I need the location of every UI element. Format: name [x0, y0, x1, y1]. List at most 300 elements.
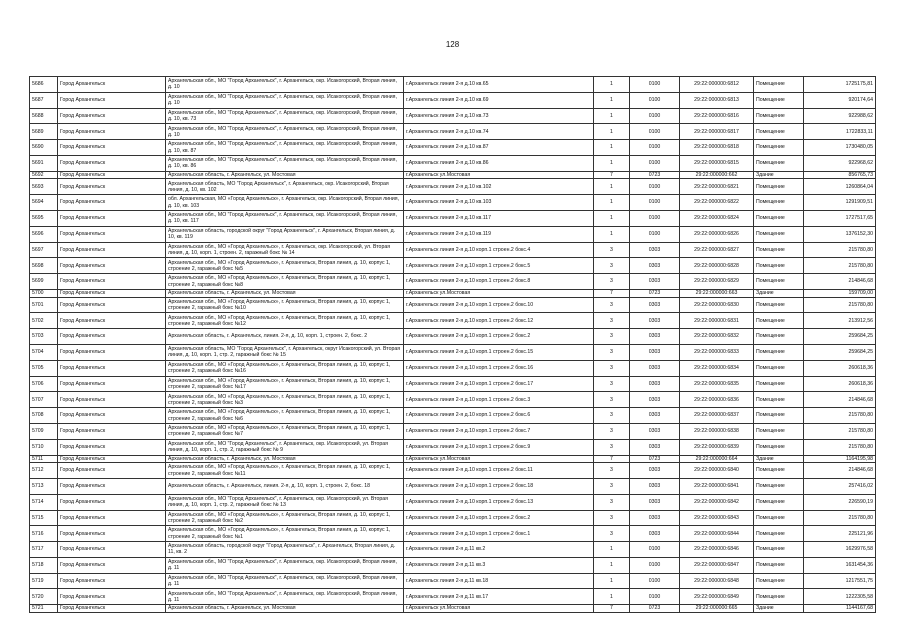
short-address-cell: г.Архангельск линия 2-я д.10 корп.1 строен.2 бокс.7: [404, 423, 594, 439]
row-number-cell: 5705: [30, 360, 58, 376]
code-cell: 0100: [630, 557, 680, 573]
short-address-cell: г.Архангельск ул.Мостовая: [404, 171, 594, 179]
table-row: [30, 289, 876, 297]
cadastral-number-cell: 29:22:000000:664: [680, 455, 754, 463]
cadastral-number-cell: 29:22:000000:665: [680, 605, 754, 613]
short-address-cell: г.Архангельск линия 2-я д.10 корп.1 строен.2 бокс.13: [404, 494, 594, 510]
object-type-cell: Помещение: [754, 423, 804, 439]
short-address-cell: г.Архангельск линия 2-я д.10 кв.74: [404, 124, 594, 140]
full-address-cell: Архангельская область, г. Архангельск, ул. Мостовая: [166, 289, 404, 297]
short-address-cell: г.Архангельск линия 2-я д.10 корп.1 строен.2 бокс.6: [404, 408, 594, 424]
short-address-cell: г.Архангельск линия 2-я д.10 кв.65: [404, 77, 594, 93]
quantity-cell: 3: [594, 423, 630, 439]
locality-cell: Город Архангельск: [58, 478, 166, 494]
quantity-cell: 3: [594, 329, 630, 345]
object-type-cell: Помещение: [754, 297, 804, 313]
locality-cell: Город Архангельск: [58, 226, 166, 242]
full-address-cell: Архангельская область, г. Архангельск, линия. 2-я, д. 10, корп. 1, строен. 2, бокс. 2: [166, 329, 404, 345]
quantity-cell: 3: [594, 439, 630, 455]
code-cell: 0100: [630, 124, 680, 140]
quantity-cell: 1: [594, 557, 630, 573]
full-address-cell: Архангельская обл., МО «Город Архангельск», г. Архангельск, Вторая линия, д. 10, корпус 1, строение 2, гаражный бокс №12: [166, 313, 404, 329]
quantity-cell: 1: [594, 140, 630, 156]
quantity-cell: 7: [594, 605, 630, 613]
short-address-cell: г.Архангельск линия 2-я д.10 кв.102: [404, 179, 594, 195]
object-type-cell: Помещение: [754, 526, 804, 542]
table-row: [30, 455, 876, 463]
value-cell: 922968,62: [804, 155, 876, 171]
object-type-cell: Помещение: [754, 313, 804, 329]
table-row: [30, 77, 876, 93]
code-cell: 0303: [630, 494, 680, 510]
cadastral-number-cell: 29:22:000000:6835: [680, 376, 754, 392]
object-type-cell: Помещение: [754, 542, 804, 558]
locality-cell: Город Архангельск: [58, 423, 166, 439]
value-cell: 225121,96: [804, 526, 876, 542]
quantity-cell: 1: [594, 573, 630, 589]
cadastral-number-cell: 29:22:000000:6836: [680, 392, 754, 408]
row-number-cell: 5701: [30, 297, 58, 313]
value-cell: 259684,25: [804, 329, 876, 345]
cadastral-number-cell: 29:22:000000:6841: [680, 478, 754, 494]
locality-cell: Город Архангельск: [58, 242, 166, 258]
cadastral-number-cell: 29:22:000000:6824: [680, 210, 754, 226]
short-address-cell: г.Архангельск линия 2-я д.11 кв.18: [404, 573, 594, 589]
full-address-cell: Архангельская обл., МО "Город Архангельск", г. Архангельск, окр. Исакогорский, Вторая линия, д. 11: [166, 557, 404, 573]
value-cell: 1725175,81: [804, 77, 876, 93]
code-cell: 0303: [630, 344, 680, 360]
full-address-cell: Архангельская обл., МО «Город Архангельск», г. Архангельск, Вторая линия, д. 10, корпус 1, строение 2, гаражный бокс №17: [166, 376, 404, 392]
row-number-cell: 5692: [30, 171, 58, 179]
locality-cell: Город Архангельск: [58, 376, 166, 392]
full-address-cell: Архангельская обл., МО "Город Архангельск", г. Архангельск, окр. Исакогорский, ул. Вторая линия, д. 10, корп. 1, стр. 2, гаражный бокс № 13: [166, 494, 404, 510]
object-type-cell: Помещение: [754, 140, 804, 156]
short-address-cell: г.Архангельск линия 2-я д.11 кв.3: [404, 557, 594, 573]
value-cell: 260618,36: [804, 360, 876, 376]
cadastral-number-cell: 29:22:000000:6838: [680, 423, 754, 439]
quantity-cell: 1: [594, 108, 630, 124]
locality-cell: Город Архангельск: [58, 557, 166, 573]
code-cell: 0303: [630, 313, 680, 329]
cadastral-number-cell: 29:22:000000:6828: [680, 258, 754, 274]
quantity-cell: 3: [594, 313, 630, 329]
quantity-cell: 3: [594, 494, 630, 510]
code-cell: 0303: [630, 423, 680, 439]
cadastral-number-cell: 29:22:000000:6826: [680, 226, 754, 242]
code-cell: 0723: [630, 171, 680, 179]
quantity-cell: 1: [594, 77, 630, 93]
locality-cell: Город Архангельск: [58, 92, 166, 108]
locality-cell: Город Архангельск: [58, 140, 166, 156]
cadastral-number-cell: 29:22:000000:6818: [680, 140, 754, 156]
locality-cell: Город Архангельск: [58, 542, 166, 558]
short-address-cell: г.Архангельск линия 2-я д.10 корп.1 строен.2 бокс.12: [404, 313, 594, 329]
row-number-cell: 5720: [30, 589, 58, 605]
short-address-cell: г.Архангельск линия 2-я д.10 корп.1 строен.2 бокс.2: [404, 510, 594, 526]
row-number-cell: 5718: [30, 557, 58, 573]
short-address-cell: г.Архангельск линия 2-я д.10 кв.73: [404, 108, 594, 124]
full-address-cell: обл. Архангельская, МО «Город Архангельск», г. Архангельск, окр. Исакогорский, Вторая линия, д. 10, кв. 103: [166, 195, 404, 211]
cadastral-number-cell: 29:22:000000:6827: [680, 242, 754, 258]
short-address-cell: г.Архангельск линия 2-я д.10 корп.1 строен.2 бокс.4: [404, 242, 594, 258]
locality-cell: Город Архангельск: [58, 210, 166, 226]
cadastral-number-cell: 29:22:000000:6821: [680, 179, 754, 195]
code-cell: 0100: [630, 179, 680, 195]
code-cell: 0303: [630, 392, 680, 408]
locality-cell: Город Архангельск: [58, 463, 166, 479]
full-address-cell: Архангельская обл., МО "Город Архангельск", г. Архангельск, окр. Исакогорский, Вторая линия, д. 10: [166, 124, 404, 140]
table-row: [30, 605, 876, 613]
quantity-cell: 3: [594, 478, 630, 494]
table-row: [30, 557, 876, 573]
object-type-cell: Помещение: [754, 510, 804, 526]
object-type-cell: Помещение: [754, 179, 804, 195]
short-address-cell: г.Архангельск линия 2-я д.10 корп.1 строен.2 бокс.16: [404, 360, 594, 376]
full-address-cell: Архангельская обл., МО «Город Архангельск», г. Архангельск, Вторая линия, д. 10, корпус 1, строение 2, гаражный бокс №6: [166, 408, 404, 424]
quantity-cell: 1: [594, 589, 630, 605]
page-number: 128: [445, 40, 460, 49]
table-row: [30, 179, 876, 195]
short-address-cell: г.Архангельск ул.Мостовая: [404, 455, 594, 463]
code-cell: 0303: [630, 408, 680, 424]
object-type-cell: Помещение: [754, 210, 804, 226]
table-row: [30, 210, 876, 226]
value-cell: 856765,73: [804, 171, 876, 179]
locality-cell: Город Архангельск: [58, 605, 166, 613]
full-address-cell: Архангельская обл., МО «Город Архангельск», г. Архангельск, Вторая линия, д. 10, корпус 1, строение 2, гаражный бокс №16: [166, 360, 404, 376]
object-type-cell: Помещение: [754, 376, 804, 392]
value-cell: 215780,80: [804, 297, 876, 313]
table-row: [30, 258, 876, 274]
table-body: [30, 77, 876, 613]
short-address-cell: г.Архангельск линия 2-я д.11 кв.2: [404, 542, 594, 558]
full-address-cell: Архангельская область, городской округ "Город Архангельск", г. Архангельск, Вторая линия, д. 11, кв. 2: [166, 542, 404, 558]
code-cell: 0303: [630, 510, 680, 526]
quantity-cell: 7: [594, 289, 630, 297]
table-row: [30, 140, 876, 156]
cadastral-number-cell: 29:22:000000:6846: [680, 542, 754, 558]
code-cell: 0100: [630, 195, 680, 211]
full-address-cell: Архангельская обл., МО «Город Архангельск», г. Архангельск, окр. Исакогорский, ул. Вторая линия, д. 10, корп. 1, строен. 2, гаражный бокс № 14: [166, 242, 404, 258]
locality-cell: Город Архангельск: [58, 344, 166, 360]
locality-cell: Город Архангельск: [58, 258, 166, 274]
table-row: [30, 108, 876, 124]
object-type-cell: Помещение: [754, 226, 804, 242]
row-number-cell: 5716: [30, 526, 58, 542]
row-number-cell: 5697: [30, 242, 58, 258]
quantity-cell: 1: [594, 155, 630, 171]
table-row: [30, 526, 876, 542]
cadastral-number-cell: 29:22:000000:6816: [680, 108, 754, 124]
object-type-cell: Помещение: [754, 274, 804, 290]
table-row: [30, 439, 876, 455]
code-cell: 0303: [630, 439, 680, 455]
cadastral-number-cell: 29:22:000000:6822: [680, 195, 754, 211]
value-cell: 1722833,11: [804, 124, 876, 140]
short-address-cell: г.Архангельск линия 2-я д.10 кв.87: [404, 140, 594, 156]
row-number-cell: 5700: [30, 289, 58, 297]
row-number-cell: 5702: [30, 313, 58, 329]
value-cell: 215780,80: [804, 510, 876, 526]
quantity-cell: 1: [594, 226, 630, 242]
short-address-cell: г.Архангельск ул.Мостовая: [404, 605, 594, 613]
quantity-cell: 3: [594, 360, 630, 376]
value-cell: 257416,02: [804, 478, 876, 494]
quantity-cell: 3: [594, 242, 630, 258]
row-number-cell: 5691: [30, 155, 58, 171]
quantity-cell: 3: [594, 463, 630, 479]
value-cell: 1291909,51: [804, 195, 876, 211]
code-cell: 0100: [630, 77, 680, 93]
row-number-cell: 5714: [30, 494, 58, 510]
table-row: [30, 313, 876, 329]
row-number-cell: 5699: [30, 274, 58, 290]
row-number-cell: 5687: [30, 92, 58, 108]
table-row: [30, 376, 876, 392]
cadastral-number-cell: 29:22:000000:6815: [680, 155, 754, 171]
cadastral-number-cell: 29:22:000000:6833: [680, 344, 754, 360]
code-cell: 0100: [630, 573, 680, 589]
value-cell: 215780,80: [804, 408, 876, 424]
row-number-cell: 5721: [30, 605, 58, 613]
full-address-cell: Архангельская обл., МО "Город Архангельск", г. Архангельск, окр. Исакогорский, Вторая линия, д. 10, кв. 117: [166, 210, 404, 226]
object-type-cell: Помещение: [754, 573, 804, 589]
cadastral-number-cell: 29:22:000000:6844: [680, 526, 754, 542]
row-number-cell: 5698: [30, 258, 58, 274]
value-cell: 1376152,30: [804, 226, 876, 242]
object-type-cell: Помещение: [754, 124, 804, 140]
code-cell: 0100: [630, 140, 680, 156]
table-row: [30, 408, 876, 424]
locality-cell: Город Архангельск: [58, 360, 166, 376]
row-number-cell: 5696: [30, 226, 58, 242]
locality-cell: Город Архангельск: [58, 289, 166, 297]
locality-cell: Город Архангельск: [58, 297, 166, 313]
quantity-cell: 1: [594, 124, 630, 140]
property-registry-table: [29, 76, 876, 613]
quantity-cell: 3: [594, 526, 630, 542]
code-cell: 0303: [630, 258, 680, 274]
value-cell: 214846,68: [804, 274, 876, 290]
quantity-cell: 3: [594, 258, 630, 274]
object-type-cell: Помещение: [754, 92, 804, 108]
quantity-cell: 3: [594, 344, 630, 360]
row-number-cell: 5711: [30, 455, 58, 463]
short-address-cell: г.Архангельск линия 2-я д.11 кв.17: [404, 589, 594, 605]
object-type-cell: Помещение: [754, 329, 804, 345]
cadastral-number-cell: 29:22:000000:6829: [680, 274, 754, 290]
table-row: [30, 478, 876, 494]
quantity-cell: 1: [594, 179, 630, 195]
quantity-cell: 3: [594, 408, 630, 424]
quantity-cell: 1: [594, 92, 630, 108]
cadastral-number-cell: 29:22:000000:663: [680, 289, 754, 297]
short-address-cell: г.Архангельск линия 2-я д.10 корп.1 строен.2 бокс.15: [404, 344, 594, 360]
short-address-cell: г.Архангельск линия 2-я д.10 корп.1 строен.2 бокс.2: [404, 329, 594, 345]
code-cell: 0100: [630, 155, 680, 171]
full-address-cell: Архангельская обл., МО "Город Архангельск", г. Архангельск, окр. Исакогорский, Вторая линия, д. 11: [166, 573, 404, 589]
code-cell: 0100: [630, 108, 680, 124]
short-address-cell: г.Архангельск линия 2-я д.10 кв.86: [404, 155, 594, 171]
value-cell: 214846,68: [804, 392, 876, 408]
table-row: [30, 329, 876, 345]
table-row: [30, 423, 876, 439]
cadastral-number-cell: 29:22:000000:6839: [680, 439, 754, 455]
code-cell: 0100: [630, 226, 680, 242]
row-number-cell: 5686: [30, 77, 58, 93]
cadastral-number-cell: 29:22:000000:6813: [680, 92, 754, 108]
cadastral-number-cell: 29:22:000000:6848: [680, 573, 754, 589]
quantity-cell: 3: [594, 376, 630, 392]
object-type-cell: Здание: [754, 171, 804, 179]
quantity-cell: 1: [594, 542, 630, 558]
value-cell: 1727517,65: [804, 210, 876, 226]
table-row: [30, 297, 876, 313]
value-cell: 1144167,68: [804, 605, 876, 613]
table-row: [30, 463, 876, 479]
quantity-cell: 1: [594, 195, 630, 211]
locality-cell: Город Архангельск: [58, 573, 166, 589]
code-cell: 0100: [630, 92, 680, 108]
object-type-cell: Помещение: [754, 155, 804, 171]
value-cell: 260618,36: [804, 376, 876, 392]
object-type-cell: Помещение: [754, 360, 804, 376]
short-address-cell: г.Архангельск линия 2-я д.10 кв.119: [404, 226, 594, 242]
short-address-cell: г.Архангельск линия 2-я д.10 кв.69: [404, 92, 594, 108]
code-cell: 0100: [630, 210, 680, 226]
short-address-cell: г.Архангельск линия 2-я д.10 корп.1 строен.2 бокс.18: [404, 478, 594, 494]
short-address-cell: г.Архангельск линия 2-я д.10 кв.103: [404, 195, 594, 211]
locality-cell: Город Архангельск: [58, 313, 166, 329]
value-cell: 215780,80: [804, 423, 876, 439]
locality-cell: Город Архангельск: [58, 510, 166, 526]
row-number-cell: 5693: [30, 179, 58, 195]
short-address-cell: г.Архангельск линия 2-я д.10 корп.1 строен.2 бокс.10: [404, 297, 594, 313]
value-cell: 1629976,58: [804, 542, 876, 558]
object-type-cell: Помещение: [754, 392, 804, 408]
locality-cell: Город Архангельск: [58, 455, 166, 463]
row-number-cell: 5709: [30, 423, 58, 439]
full-address-cell: Архангельская обл., МО "Город Архангельск", г. Архангельск, окр. Исакогорский, Вторая линия, д. 10, кв. 87: [166, 140, 404, 156]
locality-cell: Город Архангельск: [58, 408, 166, 424]
object-type-cell: Здание: [754, 605, 804, 613]
locality-cell: Город Архангельск: [58, 77, 166, 93]
value-cell: 159709,00: [804, 289, 876, 297]
quantity-cell: 3: [594, 510, 630, 526]
object-type-cell: Помещение: [754, 258, 804, 274]
full-address-cell: Архангельская область, городской округ "Город Архангельск", г. Архангельск, Вторая линия, д. 10, кв. 119: [166, 226, 404, 242]
full-address-cell: Архангельская обл., МО "Город Архангельск", г. Архангельск, окр. Исакогорский, Вторая линия, д. 10: [166, 77, 404, 93]
locality-cell: Город Архангельск: [58, 124, 166, 140]
quantity-cell: 7: [594, 171, 630, 179]
row-number-cell: 5690: [30, 140, 58, 156]
object-type-cell: Помещение: [754, 408, 804, 424]
value-cell: 215780,80: [804, 242, 876, 258]
cadastral-number-cell: 29:22:000000:662: [680, 171, 754, 179]
value-cell: 215780,80: [804, 439, 876, 455]
object-type-cell: Помещение: [754, 494, 804, 510]
code-cell: 0723: [630, 289, 680, 297]
value-cell: 1222305,58: [804, 589, 876, 605]
short-address-cell: г.Архангельск линия 2-я д.10 корп.1 строен.2 бокс.3: [404, 392, 594, 408]
locality-cell: Город Архангельск: [58, 195, 166, 211]
table-row: [30, 542, 876, 558]
value-cell: 922988,62: [804, 108, 876, 124]
quantity-cell: 3: [594, 392, 630, 408]
short-address-cell: г.Архангельск ул.Мостовая: [404, 289, 594, 297]
object-type-cell: Здание: [754, 289, 804, 297]
object-type-cell: Помещение: [754, 589, 804, 605]
full-address-cell: Архангельская область, г. Архангельск, линия. 2-я, д. 10, корп. 1, строен. 2, бокс. 18: [166, 478, 404, 494]
quantity-cell: 7: [594, 455, 630, 463]
code-cell: 0723: [630, 455, 680, 463]
row-number-cell: 5703: [30, 329, 58, 345]
locality-cell: Город Архангельск: [58, 439, 166, 455]
code-cell: 0303: [630, 329, 680, 345]
cadastral-number-cell: 29:22:000000:6812: [680, 77, 754, 93]
full-address-cell: Архангельская область, г. Архангельск, ул. Мостовая: [166, 455, 404, 463]
table-row: [30, 494, 876, 510]
table-row: [30, 360, 876, 376]
object-type-cell: Помещение: [754, 463, 804, 479]
value-cell: 1164195,98: [804, 455, 876, 463]
row-number-cell: 5708: [30, 408, 58, 424]
locality-cell: Город Архангельск: [58, 526, 166, 542]
code-cell: 0303: [630, 376, 680, 392]
object-type-cell: Помещение: [754, 344, 804, 360]
short-address-cell: г.Архангельск линия 2-я д.10 корп.1 строен.2 бокс.9: [404, 439, 594, 455]
row-number-cell: 5715: [30, 510, 58, 526]
table-row: [30, 171, 876, 179]
locality-cell: Город Архангельск: [58, 171, 166, 179]
row-number-cell: 5717: [30, 542, 58, 558]
object-type-cell: Помещение: [754, 108, 804, 124]
row-number-cell: 5712: [30, 463, 58, 479]
code-cell: 0100: [630, 589, 680, 605]
value-cell: 1217551,75: [804, 573, 876, 589]
locality-cell: Город Архангельск: [58, 494, 166, 510]
cadastral-number-cell: 29:22:000000:6832: [680, 329, 754, 345]
code-cell: 0100: [630, 542, 680, 558]
short-address-cell: г.Архангельск линия 2-я д.10 корп.1 строен.2 бокс.11: [404, 463, 594, 479]
full-address-cell: Архангельская обл., МО «Город Архангельск», г. Архангельск, Вторая линия, д. 10, корпус 1, строение 2, гаражный бокс №2: [166, 510, 404, 526]
table-row: [30, 155, 876, 171]
locality-cell: Город Архангельск: [58, 179, 166, 195]
object-type-cell: Здание: [754, 455, 804, 463]
table-row: [30, 124, 876, 140]
locality-cell: Город Архангельск: [58, 108, 166, 124]
row-number-cell: 5713: [30, 478, 58, 494]
locality-cell: Город Архангельск: [58, 155, 166, 171]
full-address-cell: Архангельская обл., МО "Город Архангельск", г. Архангельск, окр. Исакогорский, Вторая линия, д. 11: [166, 589, 404, 605]
locality-cell: Город Архангельск: [58, 392, 166, 408]
full-address-cell: Архангельская обл., МО «Город Архангельск», г. Архангельск, Вторая линия, д. 10, корпус 1, строение 2, гаражный бокс №7: [166, 423, 404, 439]
code-cell: 0303: [630, 463, 680, 479]
short-address-cell: г.Архангельск линия 2-я д.10 корп.1 строен.2 бокс.17: [404, 376, 594, 392]
locality-cell: Город Архангельск: [58, 329, 166, 345]
full-address-cell: Архангельская область, г. Архангельск, ул. Мостовая: [166, 605, 404, 613]
value-cell: 1730480,05: [804, 140, 876, 156]
quantity-cell: 3: [594, 274, 630, 290]
table-row: [30, 92, 876, 108]
code-cell: 0303: [630, 274, 680, 290]
full-address-cell: Архангельская обл., МО "Город Архангельск", г. Архангельск, окр. Исакогорский, Вторая линия, д. 10, кв. 73: [166, 108, 404, 124]
full-address-cell: Архангельская обл., МО «Город Архангельск», г. Архангельск, Вторая линия, д. 10, корпус 1, строение 2, гаражный бокс №1: [166, 526, 404, 542]
row-number-cell: 5694: [30, 195, 58, 211]
code-cell: 0723: [630, 605, 680, 613]
table-row: [30, 510, 876, 526]
full-address-cell: Архангельская обл., МО «Город Архангельск», г. Архангельск, Вторая линия, д. 10, корпус 1, строение 2, гаражный бокс №5: [166, 258, 404, 274]
